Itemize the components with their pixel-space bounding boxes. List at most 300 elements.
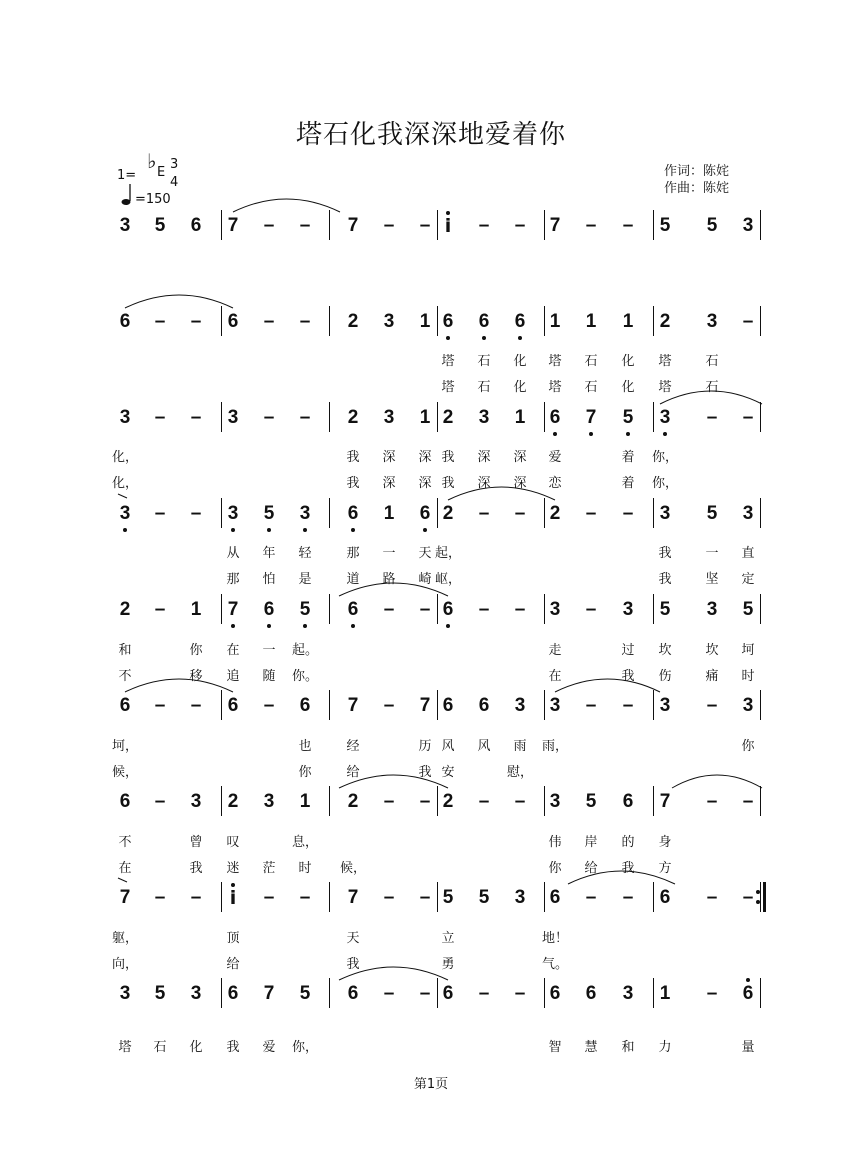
lyric-syllable: 给 [226, 957, 240, 972]
note: i [444, 215, 452, 237]
note: 1 [299, 791, 311, 812]
note: 6 [119, 695, 131, 716]
lyric-syllable: 着 [621, 476, 635, 491]
note: 3 [514, 695, 526, 716]
sustain-dash: – [514, 791, 526, 812]
lyric-syllable: 着 [621, 450, 635, 465]
note: 6 [442, 599, 454, 620]
note: 2 [347, 407, 359, 428]
lyric-syllable: 风 [477, 739, 491, 754]
lyric-syllable: 石 [584, 380, 598, 395]
note: 1 [585, 311, 597, 332]
note: 2 [659, 311, 671, 332]
note: 3 [549, 791, 561, 812]
note: 5 [659, 599, 671, 620]
sustain-dash: – [706, 407, 718, 428]
lyric-syllable: 塔 [658, 354, 672, 369]
sustain-dash: – [514, 983, 526, 1004]
note: 3 [742, 215, 754, 236]
sustain-dash: – [706, 983, 718, 1004]
sustain-dash: – [383, 791, 395, 812]
slur [660, 391, 762, 404]
sustain-dash: – [263, 215, 275, 236]
lyric-syllable: 定 [741, 572, 755, 587]
lyric-syllable: 在 [548, 669, 562, 684]
slur [568, 871, 675, 884]
note: 6 [227, 695, 239, 716]
lyric-syllable: 我 [346, 957, 360, 972]
sustain-dash: – [585, 503, 597, 524]
sustain-dash: – [478, 215, 490, 236]
note: 7 [347, 695, 359, 716]
sustain-dash: – [154, 311, 166, 332]
lyric-syllable: 我 [189, 861, 203, 876]
note: 6 [549, 887, 561, 908]
note: 5 [263, 503, 275, 524]
song-title: 塔石化我深深地爱着你 [295, 120, 566, 150]
note: 3 [622, 599, 634, 620]
key-prefix: 1= [117, 168, 137, 183]
lyric-syllable: 深 [418, 476, 432, 491]
note: 5 [478, 887, 490, 908]
lyric-syllable: 那 [226, 572, 240, 587]
lyric-syllable: 化 [513, 380, 527, 395]
lyric-syllable: 智 [548, 1040, 562, 1055]
sustain-dash: – [478, 791, 490, 812]
lyric-syllable: 我 [418, 765, 432, 780]
lyric-syllable: 和 [621, 1040, 635, 1055]
note: 5 [154, 215, 166, 236]
lyric-syllable: 气。 [541, 957, 569, 972]
slur [233, 199, 340, 212]
slur [339, 775, 448, 788]
sustain-dash: – [383, 983, 395, 1004]
lyric-syllable: 化 [621, 380, 635, 395]
note: 6 [227, 311, 239, 332]
sustain-dash: – [742, 311, 754, 332]
sustain-dash: – [263, 407, 275, 428]
note: 3 [742, 503, 754, 524]
lyric-syllable: 雨 [513, 739, 527, 754]
lyric-syllable: 岸 [584, 835, 598, 850]
note: 6 [190, 215, 202, 236]
sustain-dash: – [706, 695, 718, 716]
sustain-dash: – [585, 695, 597, 716]
note: 3 [227, 407, 239, 428]
lyric-syllable: 石 [477, 380, 491, 395]
lyric-syllable: 爱 [262, 1040, 276, 1055]
sustain-dash: – [263, 695, 275, 716]
lyricist-credit: 作词：陈姹 [664, 164, 730, 179]
note: 7 [659, 791, 671, 812]
sustain-dash: – [585, 887, 597, 908]
sustain-dash: – [514, 215, 526, 236]
lyric-syllable: 道 [346, 572, 360, 587]
note: 6 [478, 311, 490, 332]
flat-sign: ♭ [147, 149, 157, 173]
note: 5 [742, 599, 754, 620]
lyric-syllable: 随 [262, 669, 276, 684]
note: 5 [585, 791, 597, 812]
note: 2 [227, 791, 239, 812]
slur [125, 295, 233, 308]
lyric-syllable: 我 [621, 861, 635, 876]
lyric-syllable: 伟 [548, 835, 562, 850]
sustain-dash: – [419, 983, 431, 1004]
lyric-syllable: 慧 [584, 1040, 598, 1055]
sustain-dash: – [514, 503, 526, 524]
sustain-dash: – [742, 791, 754, 812]
note: 7 [347, 887, 359, 908]
lyric-syllable: 化， [111, 476, 139, 491]
lyric-syllable: 我 [346, 476, 360, 491]
note: 5 [706, 215, 718, 236]
sustain-dash: – [263, 887, 275, 908]
note: 7 [585, 407, 597, 428]
lyric-syllable: 石 [477, 354, 491, 369]
lyric-syllable: 坚 [705, 572, 719, 587]
note: 5 [706, 503, 718, 524]
lyric-syllable: 爱 [548, 450, 562, 465]
sustain-dash: – [190, 311, 202, 332]
lyric-syllable: 的 [621, 835, 635, 850]
sustain-dash: – [154, 503, 166, 524]
lyric-syllable: 起。 [291, 643, 319, 658]
lyric-syllable: 身 [658, 835, 672, 850]
sustain-dash: – [585, 599, 597, 620]
note: 6 [659, 887, 671, 908]
note: 3 [227, 503, 239, 524]
note: 6 [442, 695, 454, 716]
note: 3 [190, 983, 202, 1004]
slur [125, 679, 233, 692]
lyric-syllable: 给 [584, 861, 598, 876]
lyric-syllable: 石 [153, 1040, 167, 1055]
note: 3 [514, 887, 526, 908]
lyric-syllable: 你， [651, 476, 679, 491]
note: 3 [622, 983, 634, 1004]
sustain-dash: – [154, 599, 166, 620]
note: 3 [659, 695, 671, 716]
lyric-syllable: 也 [298, 739, 312, 754]
note: 5 [659, 215, 671, 236]
sustain-dash: – [190, 407, 202, 428]
lyric-syllable: 你， [651, 450, 679, 465]
sustain-dash: – [383, 215, 395, 236]
sustain-dash: – [622, 215, 634, 236]
lyric-syllable: 你 [298, 765, 312, 780]
note: 7 [227, 215, 239, 236]
sustain-dash: – [154, 887, 166, 908]
note: 6 [442, 311, 454, 332]
lyric-syllable: 天 [346, 931, 360, 946]
note: 3 [706, 599, 718, 620]
note: 6 [549, 983, 561, 1004]
note: 2 [347, 791, 359, 812]
lyric-syllable: 给 [346, 765, 360, 780]
note: 3 [742, 695, 754, 716]
tempo-marking: =150 [135, 192, 171, 207]
note: 3 [263, 791, 275, 812]
lyric-syllable: 雨， [541, 739, 569, 754]
note: 7 [119, 887, 131, 908]
sustain-dash: – [419, 215, 431, 236]
note: 1 [622, 311, 634, 332]
lyric-syllable: 深 [513, 476, 527, 491]
lyric-syllable: 深 [477, 476, 491, 491]
page-number: 第1页 [413, 1077, 449, 1092]
key-note: E [157, 165, 166, 180]
note: 3 [119, 215, 131, 236]
composer-credit: 作曲：陈姹 [664, 181, 730, 196]
note: 6 [478, 695, 490, 716]
note: 6 [419, 503, 431, 524]
sustain-dash: – [263, 311, 275, 332]
lyric-syllable: 恋 [548, 476, 562, 491]
lyric-syllable: 追 [226, 669, 240, 684]
note: 5 [154, 983, 166, 1004]
lyric-syllable: 伤 [658, 669, 672, 684]
lyric-syllable: 塔 [441, 354, 455, 369]
sustain-dash: – [419, 791, 431, 812]
note: 3 [383, 311, 395, 332]
note: 2 [549, 503, 561, 524]
lyric-syllable: 量 [741, 1040, 755, 1055]
sustain-dash: – [190, 887, 202, 908]
note: 7 [227, 599, 239, 620]
sustain-dash: – [419, 887, 431, 908]
lyric-syllable: 从 [226, 546, 240, 561]
sustain-dash: – [299, 887, 311, 908]
lyric-syllable: 坎 [658, 643, 672, 658]
lyric-syllable: 塔 [548, 354, 562, 369]
note: 3 [119, 503, 131, 524]
note: 5 [622, 407, 634, 428]
lyric-syllable: 化 [189, 1040, 203, 1055]
note: 3 [190, 791, 202, 812]
time-signature-top: 3 [170, 157, 179, 172]
sustain-dash: – [383, 887, 395, 908]
note: 6 [119, 311, 131, 332]
slur [339, 583, 448, 596]
lyric-syllable: 在 [226, 643, 240, 658]
sustain-dash: – [706, 887, 718, 908]
note: 1 [659, 983, 671, 1004]
note: 7 [263, 983, 275, 1004]
note: 6 [347, 983, 359, 1004]
lyric-syllable: 深 [418, 450, 432, 465]
lyric-syllable: 岖， [434, 572, 462, 587]
lyric-syllable: 曾 [189, 835, 203, 850]
sustain-dash: – [299, 407, 311, 428]
note: 5 [442, 887, 454, 908]
note: i [229, 887, 237, 909]
lyric-syllable: 塔 [441, 380, 455, 395]
note: 6 [585, 983, 597, 1004]
lyric-syllable: 不 [118, 669, 132, 684]
note: 7 [347, 215, 359, 236]
sustain-dash: – [742, 887, 754, 908]
note: 6 [299, 695, 311, 716]
lyric-syllable: 慰， [506, 765, 534, 780]
lyric-syllable: 直 [741, 546, 755, 561]
lyric-syllable: 一 [705, 546, 719, 561]
sustain-dash: – [190, 503, 202, 524]
note: 3 [659, 503, 671, 524]
lyric-syllable: 勇 [441, 957, 455, 972]
note: 1 [419, 311, 431, 332]
lyric-syllable: 天 [418, 546, 432, 561]
lyric-syllable: 历 [418, 739, 432, 754]
lyric-syllable: 深 [382, 476, 396, 491]
note: 7 [549, 215, 561, 236]
note: 6 [119, 791, 131, 812]
sustain-dash: – [154, 791, 166, 812]
sustain-dash: – [419, 599, 431, 620]
note: 1 [190, 599, 202, 620]
lyric-syllable: 坷， [111, 739, 139, 754]
lyric-syllable: 深 [382, 450, 396, 465]
lyric-syllable: 方 [658, 861, 672, 876]
lyric-syllable: 移 [189, 669, 203, 684]
note: 1 [383, 503, 395, 524]
sustain-dash: – [154, 695, 166, 716]
lyric-syllable: 迷 [226, 861, 240, 876]
sustain-dash: – [299, 311, 311, 332]
note: 6 [549, 407, 561, 428]
lyric-syllable: 我 [658, 572, 672, 587]
lyric-syllable: 石 [705, 380, 719, 395]
note: 2 [442, 503, 454, 524]
lyric-syllable: 风 [441, 739, 455, 754]
lyric-syllable: 化 [513, 354, 527, 369]
note: 6 [227, 983, 239, 1004]
sustain-dash: – [622, 695, 634, 716]
lyric-syllable: 我 [658, 546, 672, 561]
slur [555, 679, 660, 692]
lyric-syllable: 时 [741, 669, 755, 684]
lyric-syllable: 塔 [118, 1040, 132, 1055]
note: 6 [347, 503, 359, 524]
lyric-syllable: 我 [621, 669, 635, 684]
lyric-syllable: 路 [382, 572, 396, 587]
lyric-syllable: 一 [382, 546, 396, 561]
sustain-dash: – [622, 887, 634, 908]
lyric-syllable: 坎 [705, 643, 719, 658]
tie-mark [118, 878, 127, 882]
tie-mark [118, 494, 127, 498]
note: 2 [119, 599, 131, 620]
sustain-dash: – [514, 599, 526, 620]
lyric-syllable: 坷 [741, 643, 755, 658]
lyric-syllable: 我 [441, 450, 455, 465]
sustain-dash: – [383, 599, 395, 620]
lyric-syllable: 你 [189, 643, 203, 658]
lyric-syllable: 深 [477, 450, 491, 465]
lyric-syllable: 我 [346, 450, 360, 465]
sustain-dash: – [478, 983, 490, 1004]
note: 3 [659, 407, 671, 428]
lyric-syllable: 痛 [705, 669, 719, 684]
time-signature-bottom: 4 [170, 175, 179, 190]
lyric-syllable: 走 [548, 643, 562, 658]
lyric-syllable: 安 [441, 765, 455, 780]
lyric-syllable: 化 [621, 354, 635, 369]
note: 3 [299, 503, 311, 524]
lyric-syllable: 立 [441, 931, 455, 946]
lyric-syllable: 那 [346, 546, 360, 561]
lyric-syllable: 时 [298, 861, 312, 876]
lyric-syllable: 叹 [226, 835, 240, 850]
lyric-syllable: 起， [434, 546, 462, 561]
note: 3 [549, 599, 561, 620]
lyric-syllable: 在 [118, 861, 132, 876]
lyric-syllable: 年 [262, 546, 276, 561]
lyric-syllable: 茫 [262, 861, 276, 876]
lyric-syllable: 塔 [548, 380, 562, 395]
lyric-syllable: 我 [226, 1040, 240, 1055]
lyric-syllable: 崎 [418, 572, 432, 587]
lyric-syllable: 轻 [298, 546, 312, 561]
lyric-syllable: 力 [658, 1040, 672, 1055]
note: 1 [514, 407, 526, 428]
sustain-dash: – [478, 503, 490, 524]
sustain-dash: – [622, 503, 634, 524]
lyric-syllable: 你。 [291, 669, 319, 684]
lyric-syllable: 和 [118, 643, 132, 658]
note: 6 [742, 983, 754, 1004]
lyric-syllable: 一 [262, 643, 276, 658]
sustain-dash: – [585, 215, 597, 236]
note: 6 [442, 983, 454, 1004]
sustain-dash: – [706, 791, 718, 812]
note: 1 [419, 407, 431, 428]
note: 2 [347, 311, 359, 332]
slur [672, 775, 762, 788]
note: 3 [706, 311, 718, 332]
lyric-syllable: 深 [513, 450, 527, 465]
note: 3 [119, 983, 131, 1004]
lyric-syllable: 息， [291, 835, 319, 850]
note: 7 [419, 695, 431, 716]
lyric-syllable: 经 [346, 739, 360, 754]
note: 3 [549, 695, 561, 716]
sustain-dash: – [154, 407, 166, 428]
note: 6 [347, 599, 359, 620]
note: 1 [549, 311, 561, 332]
lyric-syllable: 你 [548, 861, 562, 876]
lyric-syllable: 你 [741, 739, 755, 754]
lyric-syllable: 过 [621, 643, 635, 658]
note: 5 [299, 983, 311, 1004]
sustain-dash: – [478, 599, 490, 620]
note: 6 [514, 311, 526, 332]
lyric-syllable: 候， [111, 765, 139, 780]
lyric-syllable: 化， [111, 450, 139, 465]
lyric-syllable: 顶 [226, 931, 240, 946]
lyric-syllable: 我 [441, 476, 455, 491]
sustain-dash: – [742, 407, 754, 428]
note: 6 [622, 791, 634, 812]
lyric-syllable: 向， [111, 957, 139, 972]
lyric-syllable: 地！ [541, 931, 569, 946]
lyric-syllable: 石 [705, 354, 719, 369]
lyric-syllable: 怕 [262, 572, 276, 587]
lyric-syllable: 你， [291, 1040, 319, 1055]
lyric-syllable: 候， [339, 861, 367, 876]
note: 6 [263, 599, 275, 620]
sustain-dash: – [299, 215, 311, 236]
